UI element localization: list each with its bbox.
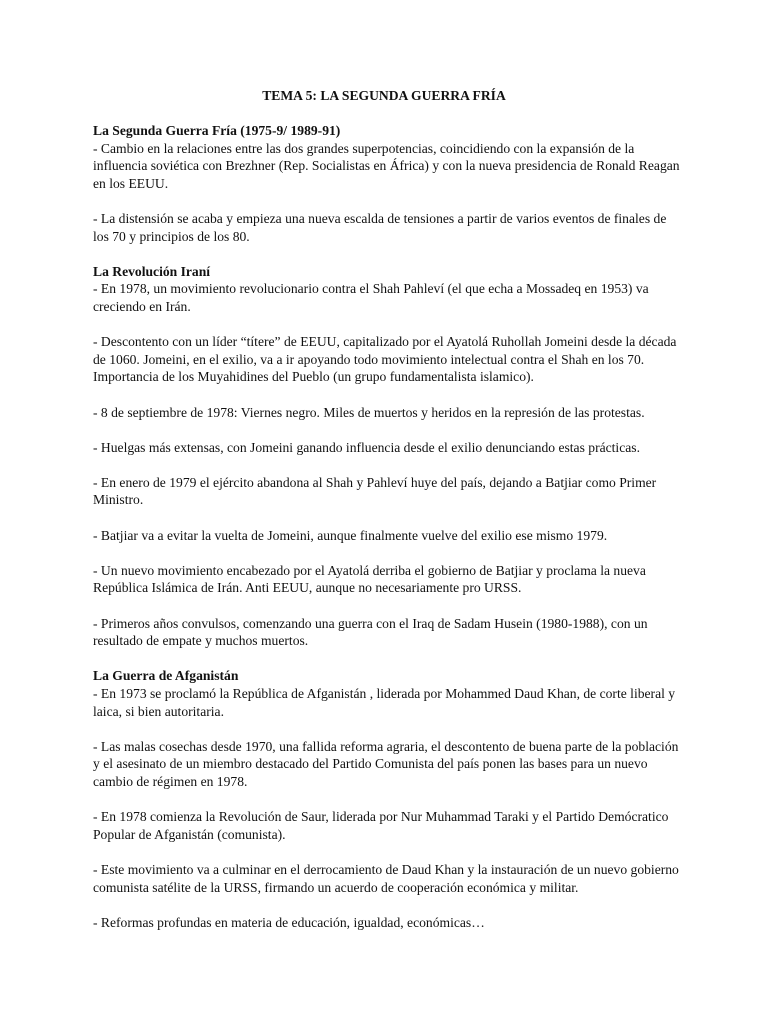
paragraph: - Huelgas más extensas, con Jomeini ganando influencia desde el exilio denunciando estas prácticas.: [93, 439, 640, 455]
paragraph: - Batjiar va a evitar la vuelta de Jomeini, aunque finalmente vuelve del exilio ese mismo 1979.: [93, 527, 608, 543]
paragraph: - Cambio en la relaciones entre las dos grandes superpotencias, coincidiendo con la expansión de la influencia soviética con Brezhner (Rep. Socialistas en África) y con la nueva presidencia de Ronald Reagan en los EEUU.: [93, 140, 680, 191]
section-heading: La Guerra de Afganistán: [93, 668, 239, 684]
paragraph: - 8 de septiembre de 1978: Viernes negro. Miles de muertos y heridos en la represión de las protestas.: [93, 404, 645, 420]
section-revolucion-irani: [93, 263, 683, 650]
paragraph: - En 1978, un movimiento revolucionario contra el Shah Pahleví (el que echa a Mossadeq en 1953) va creciendo en Irán.: [93, 281, 649, 314]
paragraph: - Un nuevo movimiento encabezado por el Ayatolá derriba el gobierno de Batjiar y proclama la nueva República Islámica de Irán. Anti EEUU, aunque no necesariamente pro URSS.: [93, 562, 646, 596]
paragraph: - Reformas profundas en materia de educación, igualdad, económicas…: [93, 914, 485, 930]
paragraph: - Descontento con un líder “títere” de EEUU, capitalizado por el Ayatolá Ruhollah Jomeini desde la década de 1060. Jomeini, en el exilio, va a ir apoyando todo movimiento intelectual contra el Shah en los 70. Importancia de los Muyahidines del Pueblo (un grupo fundamentalista islamico).: [93, 334, 677, 385]
paragraph: - La distensión se acaba y empieza una nueva escalda de tensiones a partir de varios eventos de finales de los 70 y principios de los 80.: [93, 210, 667, 244]
section-segunda-guerra-fria: [93, 122, 683, 245]
paragraph: - En 1978 comienza la Revolución de Saur, liderada por Nur Muhammad Taraki y el Partido Demócratico Popular de Afganistán (comunista).: [93, 809, 669, 842]
paragraph: - En enero de 1979 el ejército abandona al Shah y Pahleví huye del país, dejando a Batjiar como Primer Ministro.: [93, 474, 657, 508]
document-body: [93, 122, 683, 949]
section-guerra-afganistan: [93, 667, 683, 931]
paragraph: - Las malas cosechas desde 1970, una fallida reforma agraria, el descontento de buena parte de la población y el asesinato de un miembro destacado del Partido Comunista del país ponen las bases para un nuevo cambio de régimen en 1978.: [93, 738, 679, 789]
paragraph: - En 1973 se proclamó la República de Afganistán , liderada por Mohammed Daud Khan, de corte liberal y laica, si bien autoritaria.: [93, 686, 676, 719]
paragraph: - Primeros años convulsos, comenzando una guerra con el Iraq de Sadam Husein (1980-1988), con un resultado de empate y muchos muertos.: [93, 615, 648, 649]
section-heading: La Revolución Iraní: [93, 263, 211, 279]
section-heading: La Segunda Guerra Fría (1975-9/ 1989-91): [93, 123, 341, 138]
document-title: TEMA 5: LA SEGUNDA GUERRA FRÍA: [262, 88, 506, 103]
paragraph: - Este movimiento va a culminar en el derrocamiento de Daud Khan y la instauración de un nuevo gobierno comunista satélite de la URSS, firmando un acuerdo de cooperación económica y militar.: [93, 861, 679, 895]
